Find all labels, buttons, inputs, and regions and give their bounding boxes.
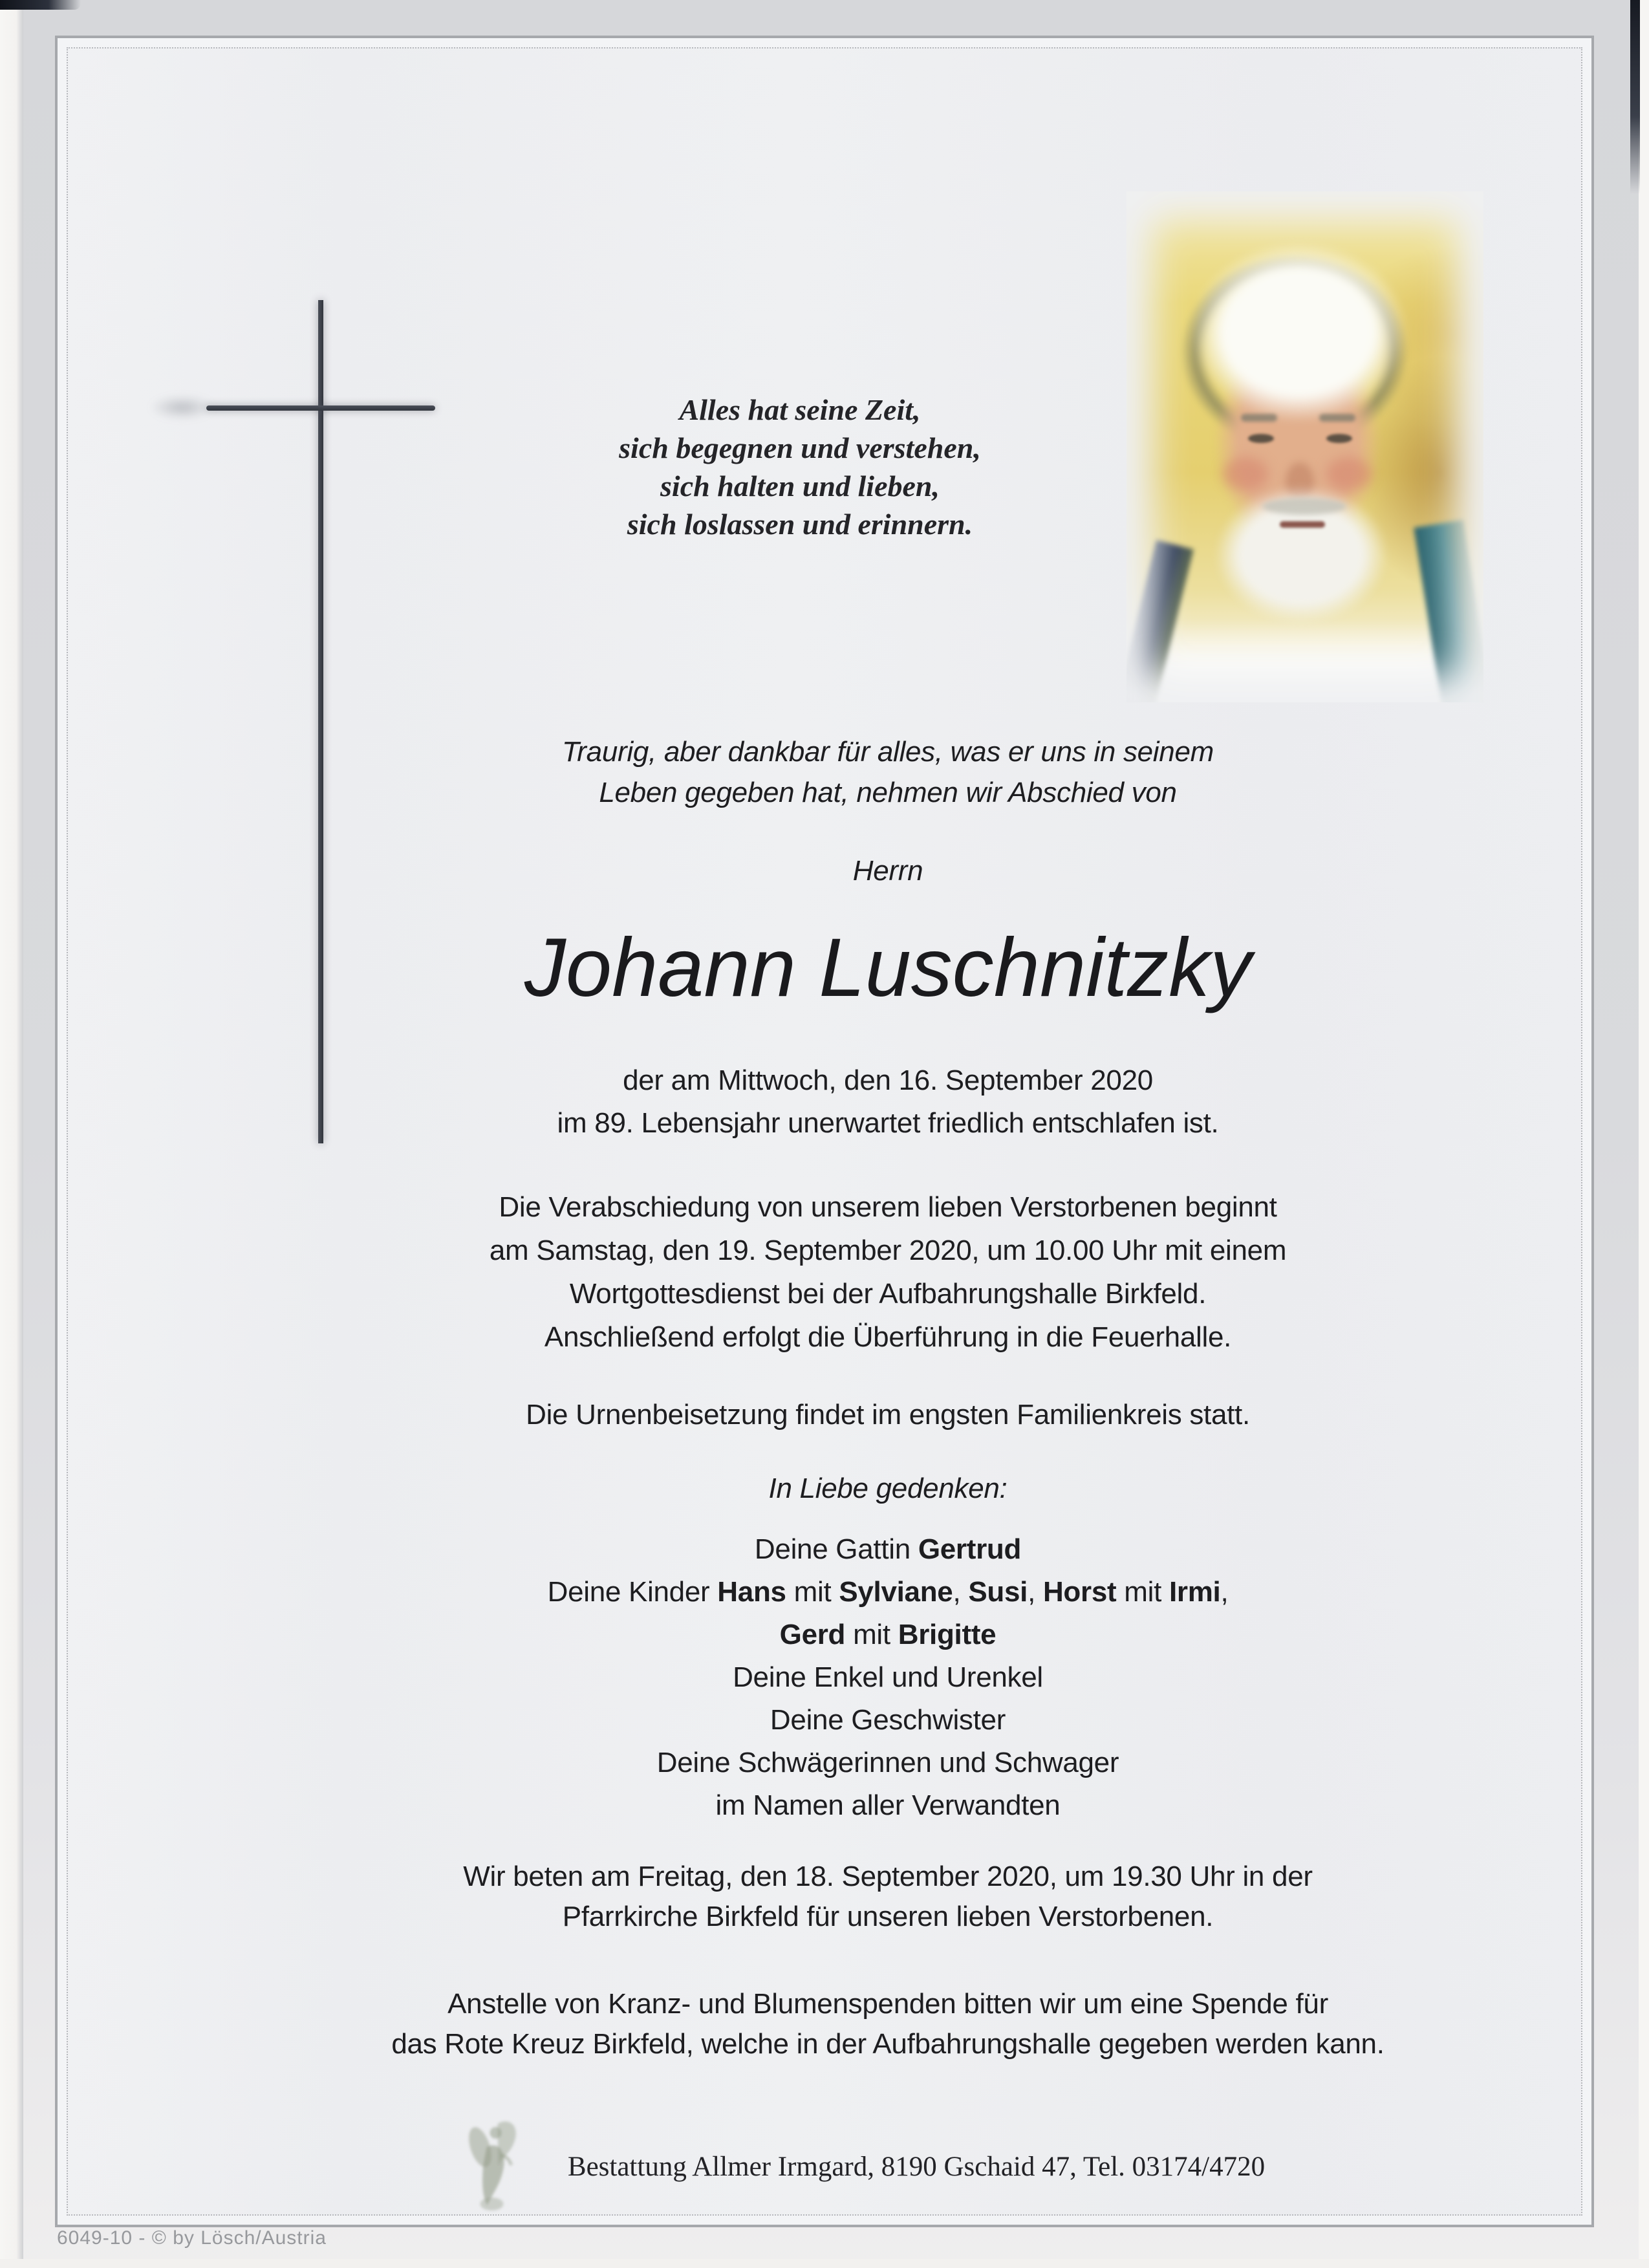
intro-line: Traurig, aber dankbar für alles, was er uns in seinem <box>562 736 1214 768</box>
mourner-text: mit <box>786 1576 839 1608</box>
mourner-text: mit <box>845 1619 898 1650</box>
scan-paper-edge-bottom <box>0 2259 1649 2268</box>
memorial-poem <box>0 391 1600 543</box>
salutation: Herrn <box>852 855 923 887</box>
mourner-name: Hans <box>717 1576 786 1608</box>
scan-artifact-top-right <box>1630 0 1640 194</box>
mourner-line-grandchildren: Deine Enkel und Urenkel <box>733 1661 1043 1693</box>
mourner-name: Susi <box>968 1576 1028 1608</box>
mourners-list <box>94 1528 1649 1827</box>
mourner-line-relatives: im Namen aller Verwandten <box>715 1789 1061 1821</box>
print-credit: 6049-10 - © by Lösch/Austria <box>57 2227 327 2249</box>
prayer-line: Wir beten am Freitag, den 18. September 2020, um 19.30 Uhr in der <box>463 1861 1313 1892</box>
scan-paper-edge-left <box>0 0 23 2268</box>
mourner-text: , <box>953 1576 969 1608</box>
donation-request <box>94 1984 1649 2064</box>
poem-line: sich begegnen und verstehen, <box>619 431 981 464</box>
mourner-name: Sylviane <box>839 1576 953 1608</box>
death-info <box>94 1059 1649 1145</box>
mourner-text: , <box>1220 1576 1229 1608</box>
mourner-name: Brigitte <box>898 1619 997 1650</box>
deceased-name: Johann Luschnitzky <box>524 922 1252 1014</box>
intro-line: Leben gegeben hat, nehmen wir Abschied von <box>599 777 1177 808</box>
poem-line: sich loslassen und erinnern. <box>627 508 973 541</box>
mourner-name: Gerd <box>779 1619 846 1650</box>
mourner-name: Irmi <box>1169 1576 1221 1608</box>
death-info-line: im 89. Lebensjahr unerwartet friedlich entschlafen ist. <box>557 1107 1219 1139</box>
poem-line: sich halten und lieben, <box>660 470 940 502</box>
urn-burial-note: Die Urnenbeisetzung findet im engsten Familienkreis statt. <box>526 1399 1250 1431</box>
farewell-line: Die Verabschiedung von unserem lieben Verstorbenen beginnt <box>499 1191 1277 1223</box>
remembrance-heading: In Liebe gedenken: <box>768 1473 1008 1504</box>
donation-line: Anstelle von Kranz- und Blumenspenden bitten wir um eine Spende für <box>447 1988 1328 2020</box>
mourner-text: , <box>1028 1576 1043 1608</box>
prayer-line: Pfarrkirche Birkfeld für unseren lieben Verstorbenen. <box>562 1901 1214 1932</box>
scan-artifact-top-left <box>0 0 81 10</box>
mourner-line-siblings: Deine Geschwister <box>770 1704 1006 1736</box>
donation-line: das Rote Kreuz Birkfeld, welche in der Aufbahrungshalle gegeben werden kann. <box>391 2028 1385 2060</box>
mourner-text: Deine Kinder <box>547 1576 718 1608</box>
mourner-line-children <box>94 1571 1649 1614</box>
mourner-line-wife <box>94 1528 1649 1571</box>
intro-text <box>94 731 1649 813</box>
mourner-name: Horst <box>1042 1576 1117 1608</box>
mourner-text: mit <box>1116 1576 1169 1608</box>
mourner-text: Deine Gattin <box>754 1533 918 1565</box>
farewell-line: Anschließend erfolgt die Überführung in die Feuerhalle. <box>544 1321 1232 1353</box>
farewell-announcement <box>94 1185 1649 1359</box>
poem-line: Alles hat seine Zeit, <box>679 393 921 426</box>
prayer-announcement <box>94 1857 1649 1937</box>
farewell-line: Wortgottesdienst bei der Aufbahrungshalle Birkfeld. <box>569 1278 1207 1310</box>
mourner-line-inlaws: Deine Schwägerinnen und Schwager <box>656 1747 1119 1778</box>
funeral-home-info: Bestattung Allmer Irmgard, 8190 Gschaid 47, Tel. 03174/4720 <box>567 2152 1266 2182</box>
mourner-line-children2 <box>94 1614 1649 1656</box>
farewell-line: am Samstag, den 19. September 2020, um 10.00 Uhr mit einem <box>489 1235 1287 1266</box>
death-info-line: der am Mittwoch, den 16. September 2020 <box>623 1064 1153 1096</box>
mourner-name: Gertrud <box>918 1533 1022 1565</box>
